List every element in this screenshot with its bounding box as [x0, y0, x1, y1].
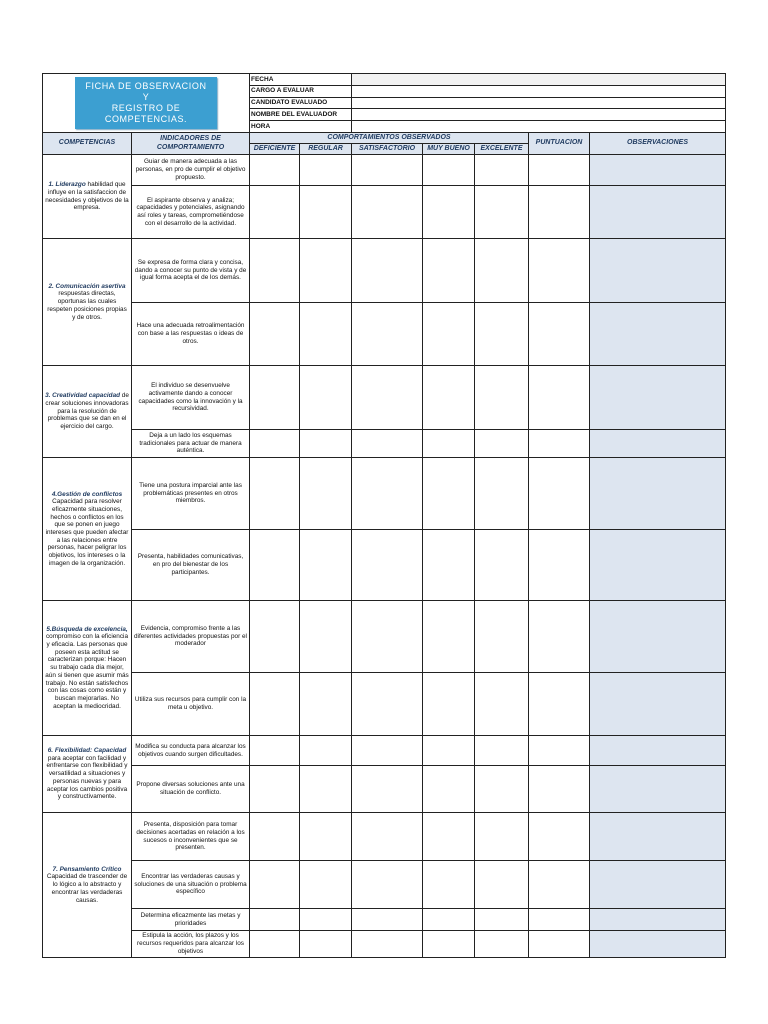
- rating-cell[interactable]: [250, 673, 300, 736]
- info-row: [43, 74, 726, 86]
- indicator-cell: Modifica su conducta para alcanzar los objetivos cuando surgen dificultades.: [132, 736, 250, 766]
- competency-description: Capacidad de trascender de lo lógico a lo abstracto y encontrar las verdaderas causas.: [46, 873, 128, 904]
- rating-cell[interactable]: [300, 530, 352, 601]
- indicator-cell: Determina eficazmente las metas y prioridades: [132, 909, 250, 931]
- rating-cell[interactable]: [300, 155, 352, 186]
- indicator-cell: Tiene una postura imparcial ante las problemáticas presentes en otros miembros.: [132, 458, 250, 530]
- indicator-cell: Presenta, habilidades comunicativas, en pro del bienestar de los participantes.: [132, 530, 250, 601]
- competency-description: de crear soluciones innovadoras para la resolución de problemas que se dan en el ejercicio del cargo.: [45, 392, 129, 431]
- competency-cell: [43, 155, 132, 239]
- score-cell[interactable]: [529, 931, 590, 958]
- rating-cell[interactable]: [300, 430, 352, 458]
- observations-cell[interactable]: [590, 909, 726, 931]
- rating-cell[interactable]: [300, 766, 352, 813]
- rating-cell[interactable]: [423, 931, 475, 958]
- indicator-cell: Utiliza sus recursos para cumplir con la meta u objetivo.: [132, 673, 250, 736]
- rating-cell[interactable]: [300, 303, 352, 366]
- info-field-label: NOMBRE DEL EVALUADOR: [250, 109, 352, 121]
- competency-row: [43, 861, 726, 909]
- rating-cell[interactable]: [300, 601, 352, 673]
- form-title-line-2: REGISTRO DE COMPETENCIAS.: [104, 103, 188, 124]
- rating-cell[interactable]: [475, 155, 529, 186]
- rating-cell[interactable]: [423, 813, 475, 861]
- score-cell[interactable]: [529, 239, 590, 303]
- observations-cell[interactable]: [590, 239, 726, 303]
- score-cell[interactable]: [529, 458, 590, 530]
- rating-cell[interactable]: [423, 766, 475, 813]
- competency-row: [43, 601, 726, 673]
- rating-cell[interactable]: [352, 155, 423, 186]
- rating-cell[interactable]: [300, 366, 352, 430]
- rating-cell[interactable]: [475, 601, 529, 673]
- observations-cell[interactable]: [590, 813, 726, 861]
- observations-cell[interactable]: [590, 601, 726, 673]
- indicator-cell: Se expresa de forma clara y concisa, dando a conocer su punto de vista y de igual forma acepta el de los demás.: [132, 239, 250, 303]
- score-cell[interactable]: [529, 601, 590, 673]
- info-field-label: FECHA: [250, 74, 352, 86]
- rating-cell[interactable]: [250, 766, 300, 813]
- rating-cell[interactable]: [352, 186, 423, 239]
- rating-cell[interactable]: [352, 430, 423, 458]
- score-cell[interactable]: [529, 736, 590, 766]
- header-level: REGULAR: [300, 144, 352, 155]
- competency-cell: [43, 239, 132, 366]
- info-field-value[interactable]: [352, 97, 726, 109]
- rating-cell[interactable]: [300, 813, 352, 861]
- competency-title: 2. Comunicación asertiva: [48, 282, 126, 290]
- rating-cell[interactable]: [352, 530, 423, 601]
- observations-cell[interactable]: [590, 303, 726, 366]
- rating-cell[interactable]: [475, 366, 529, 430]
- rating-cell[interactable]: [300, 239, 352, 303]
- score-cell[interactable]: [529, 303, 590, 366]
- score-cell[interactable]: [529, 813, 590, 861]
- rating-cell[interactable]: [423, 530, 475, 601]
- rating-cell[interactable]: [300, 931, 352, 958]
- rating-cell[interactable]: [475, 239, 529, 303]
- header-competencias: COMPETENCIAS: [43, 133, 132, 155]
- info-field-label: CARGO A EVALUAR: [250, 85, 352, 97]
- competency-cell: [43, 813, 132, 958]
- indicator-cell: Encontrar las verdaderas causas y soluciones de una situación o problema específico: [132, 861, 250, 909]
- header-row: [43, 133, 726, 144]
- rating-cell[interactable]: [250, 186, 300, 239]
- competency-cell: [43, 366, 132, 458]
- form-title-badge: [75, 77, 217, 129]
- rating-cell[interactable]: [475, 861, 529, 909]
- score-cell[interactable]: [529, 909, 590, 931]
- header-comportamientos-observados: COMPORTAMIENTOS OBSERVADOS: [250, 133, 529, 144]
- competency-row: [43, 813, 726, 861]
- competency-description: respuestas directas, oportunas las cuales respeten posiciones propias y de otros.: [47, 290, 127, 321]
- indicator-cell: El individuo se desenvuelve activamente dando a conocer capacidades como la innovación y la recursividad.: [132, 366, 250, 430]
- rating-cell[interactable]: [423, 239, 475, 303]
- competency-row: [43, 909, 726, 931]
- competency-row: [43, 155, 726, 186]
- competency-title: 3. Creatividad capacidad: [45, 392, 121, 400]
- competency-description: compromiso con la eficiencia y eficacia. Las personas que poseen esta actitud se caracterizan porque: Hacen su trabajo cada día mejor, aún si tienen que asumir más trabajo. No están satisfechos con las cosas como están y buscan mejorarlas. No aceptan la mediocridad.: [45, 633, 129, 710]
- competency-description: para aceptar con facilidad y enfrentarse con flexibilidad y versatilidad a situaciones y personas nuevas y para aceptar los cambios positiva y constructivamente.: [46, 754, 128, 801]
- header-level: EXCELENTE: [475, 144, 529, 155]
- competency-title: 7. Pensamiento Crítico: [52, 865, 122, 873]
- competency-description: habilidad que influye en la satisfaccion de necesidades y objetivos de la empresa.: [45, 181, 129, 212]
- rating-cell[interactable]: [352, 673, 423, 736]
- observations-cell[interactable]: [590, 861, 726, 909]
- competency-title: 5.Búsqueda de excelencia,: [46, 625, 128, 633]
- info-field-label: HORA: [250, 121, 352, 133]
- rating-cell[interactable]: [423, 736, 475, 766]
- info-field-value[interactable]: [352, 85, 726, 97]
- competency-title: 6. Flexibilidad: Capacidad: [47, 747, 127, 755]
- rating-cell[interactable]: [300, 861, 352, 909]
- rating-cell[interactable]: [423, 430, 475, 458]
- rating-cell[interactable]: [250, 530, 300, 601]
- info-field-value[interactable]: [352, 109, 726, 121]
- rating-cell[interactable]: [250, 155, 300, 186]
- rating-cell[interactable]: [250, 239, 300, 303]
- observations-cell[interactable]: [590, 186, 726, 239]
- rating-cell[interactable]: [352, 736, 423, 766]
- rating-cell[interactable]: [300, 186, 352, 239]
- competency-description: Capacidad para resolver eficazmente situaciones, hechos o conflictos en los que se ponen en juego intereses que pueden afectar a las relaciones entre personas, hacer peligrar los objetivos, los intereses o la imagen de la organización.: [45, 498, 129, 567]
- rating-cell[interactable]: [475, 303, 529, 366]
- indicator-cell: Propone diversas soluciones ante una situación de conflicto.: [132, 766, 250, 813]
- rating-cell[interactable]: [352, 366, 423, 430]
- rating-cell[interactable]: [250, 736, 300, 766]
- competency-cell: [43, 458, 132, 601]
- rating-cell[interactable]: [475, 736, 529, 766]
- observations-cell[interactable]: [590, 673, 726, 736]
- observations-cell[interactable]: [590, 766, 726, 813]
- observations-cell[interactable]: [590, 366, 726, 430]
- form-title-cell: [43, 74, 250, 133]
- score-cell[interactable]: [529, 766, 590, 813]
- rating-cell[interactable]: [250, 366, 300, 430]
- competency-row: [43, 458, 726, 530]
- rating-cell[interactable]: [300, 673, 352, 736]
- competency-title: 1. Liderazgo: [48, 181, 86, 189]
- competency-row: [43, 186, 726, 239]
- rating-cell[interactable]: [300, 909, 352, 931]
- score-cell[interactable]: [529, 430, 590, 458]
- rating-cell[interactable]: [352, 601, 423, 673]
- indicator-cell: Presenta, disposición para tomar decisiones acertadas en relación a los sucesos o inconvenientes que se presenten.: [132, 813, 250, 861]
- score-cell[interactable]: [529, 673, 590, 736]
- indicator-cell: Guiar de manera adecuada a las personas, en pro de cumplir el objetivo propuesto.: [132, 155, 250, 186]
- info-field-value[interactable]: [352, 74, 726, 86]
- info-field-value[interactable]: [352, 121, 726, 133]
- rating-cell[interactable]: [475, 931, 529, 958]
- rating-cell[interactable]: [423, 186, 475, 239]
- info-field-label: CANDIDATO EVALUADO: [250, 97, 352, 109]
- rating-cell[interactable]: [475, 186, 529, 239]
- rating-cell[interactable]: [423, 366, 475, 430]
- competency-row: [43, 430, 726, 458]
- rating-cell[interactable]: [352, 813, 423, 861]
- rating-cell[interactable]: [352, 931, 423, 958]
- competency-row: [43, 736, 726, 766]
- rating-cell[interactable]: [250, 458, 300, 530]
- header-indicadores: INDICADORES DE COMPORTAMIENTO: [132, 133, 250, 155]
- rating-cell[interactable]: [352, 861, 423, 909]
- rating-cell[interactable]: [475, 673, 529, 736]
- rating-cell[interactable]: [250, 601, 300, 673]
- competency-cell: [43, 601, 132, 736]
- rating-cell[interactable]: [250, 303, 300, 366]
- indicator-cell: Estipula la acción, los plazos y los recursos requeridos para alcanzar los objetivos: [132, 931, 250, 958]
- observation-form-table: [42, 73, 726, 958]
- competency-row: [43, 931, 726, 958]
- rating-cell[interactable]: [475, 530, 529, 601]
- observations-cell[interactable]: [590, 155, 726, 186]
- rating-cell[interactable]: [352, 766, 423, 813]
- rating-cell[interactable]: [250, 909, 300, 931]
- competency-row: [43, 239, 726, 303]
- rating-cell[interactable]: [250, 861, 300, 909]
- rating-cell[interactable]: [475, 458, 529, 530]
- rating-cell[interactable]: [352, 909, 423, 931]
- rating-cell[interactable]: [352, 458, 423, 530]
- rating-cell[interactable]: [300, 458, 352, 530]
- indicator-cell: Deja a un lado los esquemas tradicionales para actuar de manera auténtica.: [132, 430, 250, 458]
- score-cell[interactable]: [529, 530, 590, 601]
- score-cell[interactable]: [529, 155, 590, 186]
- indicator-cell: Evidencia, compromiso frente a las diferentes actividades propuestas por el moderador: [132, 601, 250, 673]
- competency-title: 4.Gestión de conflictos: [51, 490, 123, 498]
- header-level: SATISFACTORIO: [352, 144, 423, 155]
- competency-row: [43, 530, 726, 601]
- header-level: DEFICIENTE: [250, 144, 300, 155]
- rating-cell[interactable]: [423, 303, 475, 366]
- rating-cell[interactable]: [423, 155, 475, 186]
- indicator-cell: Hace una adecuada retroalimentación con base a las respuestas o ideas de otros.: [132, 303, 250, 366]
- header-level: MUY BUENO: [423, 144, 475, 155]
- rating-cell[interactable]: [250, 813, 300, 861]
- form-title-line-1: FICHA DE OBSERVACION Y: [85, 81, 207, 102]
- indicator-cell: El aspirante observa y analiza; capacidades y potenciales, asignando así roles y tareas, comprometiéndose con el desarrollo de la actividad.: [132, 186, 250, 239]
- competency-row: [43, 673, 726, 736]
- competency-row: [43, 303, 726, 366]
- observations-cell[interactable]: [590, 736, 726, 766]
- score-cell[interactable]: [529, 366, 590, 430]
- rating-cell[interactable]: [352, 239, 423, 303]
- observations-cell[interactable]: [590, 458, 726, 530]
- rating-cell[interactable]: [475, 813, 529, 861]
- rating-cell[interactable]: [300, 736, 352, 766]
- score-cell[interactable]: [529, 861, 590, 909]
- rating-cell[interactable]: [423, 909, 475, 931]
- rating-cell[interactable]: [475, 909, 529, 931]
- rating-cell[interactable]: [475, 766, 529, 813]
- rating-cell[interactable]: [423, 861, 475, 909]
- score-cell[interactable]: [529, 186, 590, 239]
- competency-cell: [43, 736, 132, 813]
- header-observaciones: OBSERVACIONES: [590, 133, 726, 155]
- observations-cell[interactable]: [590, 430, 726, 458]
- rating-cell[interactable]: [423, 601, 475, 673]
- competency-row: [43, 766, 726, 813]
- header-puntuacion: PUNTUACION: [529, 133, 590, 155]
- competency-row: [43, 366, 726, 430]
- observations-cell[interactable]: [590, 530, 726, 601]
- rating-cell[interactable]: [423, 458, 475, 530]
- rating-cell[interactable]: [250, 931, 300, 958]
- rating-cell[interactable]: [475, 430, 529, 458]
- rating-cell[interactable]: [423, 673, 475, 736]
- rating-cell[interactable]: [352, 303, 423, 366]
- rating-cell[interactable]: [250, 430, 300, 458]
- observations-cell[interactable]: [590, 931, 726, 958]
